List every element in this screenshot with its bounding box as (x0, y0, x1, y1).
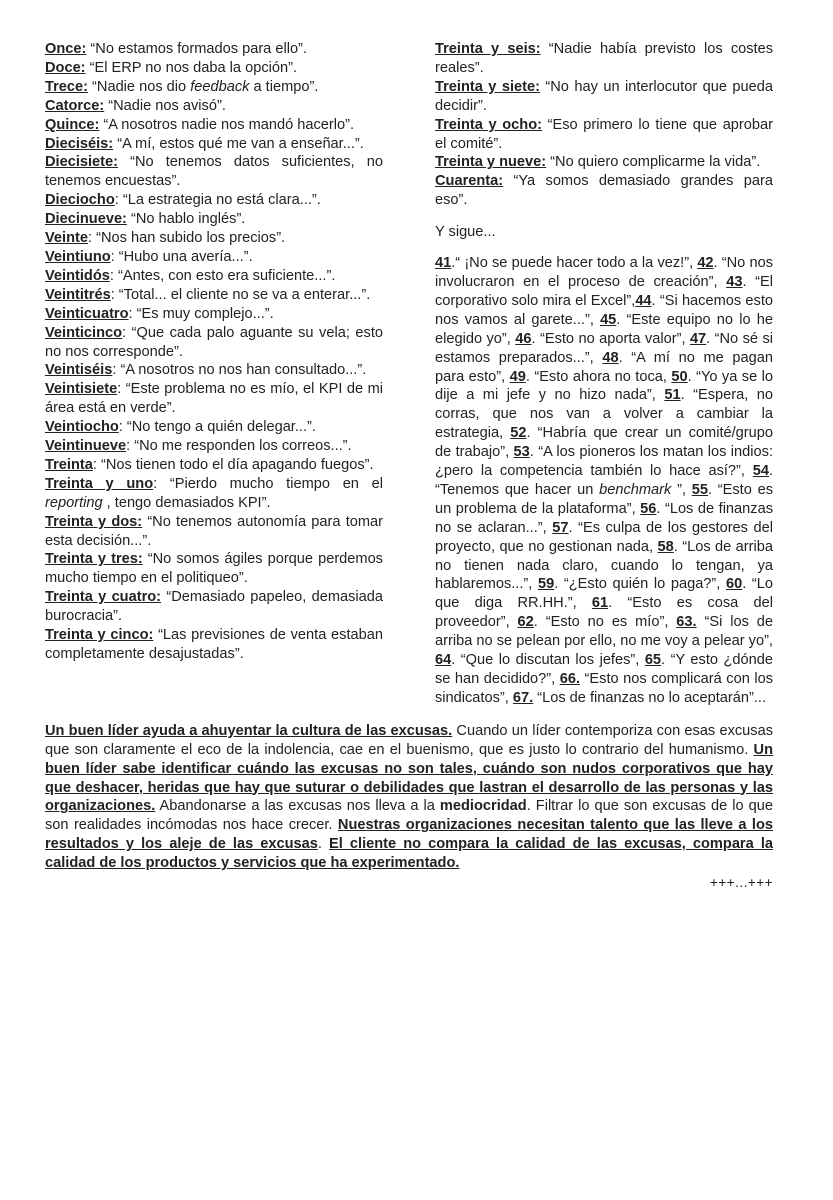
excuse-text: : “Antes, con esto era suficiente...”. (109, 267, 336, 284)
numbered-excuse-text: . “Lo que diga RR.HH.”, (435, 576, 774, 612)
excuse-ordinal: Catorce: (45, 97, 105, 114)
leader-statement-1: Un buen líder ayuda a ahuyentar la cultura de las excusas. (45, 722, 453, 739)
excuse-ordinal: Doce: (45, 59, 86, 76)
excuse-entry (45, 456, 383, 475)
excuse-ordinal: Dieciséis: (45, 135, 114, 152)
excuse-ordinal: Veintiuno (45, 248, 111, 265)
excuse-number: 66. (559, 671, 581, 687)
excuse-text: “No estamos formados para ello”. (86, 41, 307, 57)
excuse-number: 62 (517, 614, 534, 631)
excuse-number: 51 (664, 387, 681, 404)
mediocridad-word: mediocridad (439, 798, 527, 815)
excuse-ordinal: Veinticuatro (45, 305, 129, 322)
excuse-entry (45, 324, 383, 362)
excuse-text: “No tenemos datos suficientes, no tenemos encuestas”. (45, 154, 383, 190)
excuse-number: 55 (691, 481, 708, 498)
excuse-number: 42 (697, 255, 714, 272)
excuse-ordinal: Veintiséis (45, 362, 113, 379)
right-column (435, 40, 773, 708)
numbered-excuse-text: . “A los pioneros los matan los indios: ¿pero la competencia también lo hace así?”, (435, 444, 773, 480)
leader-statement-2: Un buen líder sabe identificar cuándo las excusas no son tales, cuándo son nudos corporativos que hay que deshacer, heridas que hay que suturar o debilidades que lastran el desarrollo de las personas y las organizaciones. (45, 741, 773, 815)
excuse-entry (435, 116, 773, 154)
numbered-excuse-text: . “Esto es cosa del proveedor”, (435, 595, 773, 631)
excuse-entry (45, 229, 383, 248)
excuse-emphasis: reporting (45, 494, 103, 511)
excuse-text: “El ERP no nos daba la opción”. (85, 59, 298, 76)
excuse-ordinal: Treinta y seis: (435, 41, 541, 57)
excuse-entry (435, 78, 773, 116)
excuse-entry (45, 588, 383, 626)
excuse-text: : “Es muy complejo...”. (128, 305, 274, 322)
excuse-text: “No hablo inglés”. (126, 211, 246, 228)
excuse-number: 57 (552, 519, 569, 536)
excuse-entry (45, 305, 383, 324)
excuse-ordinal: Veintitrés (45, 286, 111, 303)
numbered-excuse-emphasis: benchmark (599, 481, 672, 498)
excuse-entry (45, 361, 383, 380)
excuse-text: “No tenemos autonomía para tomar esta decisión...”. (45, 513, 383, 549)
excuse-entry (435, 40, 773, 78)
excuse-ordinal: Diecinueve: (45, 211, 127, 228)
excuse-text: : “Pierdo mucho tiempo en el (153, 475, 383, 492)
excuse-entry (45, 97, 383, 116)
numbered-excuse-text: . “¿Esto quién lo paga?”, (554, 576, 726, 593)
numbered-excuse-text: . “Esto no aporta valor”, (531, 330, 690, 347)
closing-text-1: Cuando un líder contemporiza con esas excusas que son claramente el eco de la indolencia, cae en el buenismo, que es justo lo contrario del humanismo. (45, 722, 773, 758)
end-mark: +++...+++ (709, 875, 773, 891)
excuse-text-end: , tengo demasiados KPI”. (102, 494, 271, 511)
excuse-text: : “No me responden los correos...”. (126, 438, 352, 455)
excuse-text: “Demasiado papeleo, demasiada burocracia”. (45, 589, 383, 625)
excuse-number: 44 (635, 292, 652, 309)
excuse-ordinal: Once: (45, 41, 87, 57)
closing-text-4: . (317, 836, 330, 853)
excuse-text: : “Nos tienen todo el día apagando fuegos”. (92, 456, 374, 473)
numbered-excuse-text: . “Esto es un problema de la plataforma”, (435, 481, 773, 517)
numbered-excuse-text: .“ ¡No se puede hacer todo a la vez!”, (451, 255, 698, 272)
right-excuse-list (435, 40, 773, 210)
excuse-text: : “La estrategia no está clara...”. (114, 192, 321, 209)
excuse-ordinal: Veinte (45, 230, 88, 247)
excuse-ordinal: Treinta y tres: (45, 551, 143, 568)
excuse-number: 43 (726, 273, 743, 290)
excuse-entry (435, 172, 773, 210)
numbered-excuse-text: . “Los de finanzas no se aclaran...”, (435, 500, 773, 536)
excuse-ordinal: Veintinueve (45, 438, 127, 455)
numbered-excuse-text: . “Habría que crear un comité/grupo de trabajo”, (435, 425, 773, 461)
numbered-excuse-text: . “Yo ya se lo dije a mi jefe y no hizo nada”, (435, 368, 774, 404)
excuse-number: 64 (435, 652, 452, 669)
excuse-entry (45, 475, 383, 513)
excuse-text: “Eso primero lo tiene que aprobar el comité”. (435, 116, 773, 152)
excuse-text: “A mí, estos qué me van a enseñar...”. (113, 135, 364, 152)
excuse-number: 50 (671, 368, 688, 385)
excuse-entry (45, 153, 383, 191)
excuse-ordinal: Veintidós (45, 267, 110, 284)
numbered-excuse-text: . “El corporativo solo mira el Excel”, (435, 273, 773, 309)
excuse-text: : “A nosotros no nos han consultado...”. (112, 362, 367, 379)
numbered-excuse-text: . “Espera, no corras, que nos van a volver a cambiar la estrategia, (435, 387, 773, 442)
excuse-ordinal: Veinticinco (45, 324, 123, 341)
excuse-number: 46 (515, 330, 532, 347)
excuse-number: 56 (640, 500, 657, 517)
excuse-text: “Nadie nos avisó”. (104, 97, 226, 114)
numbered-excuse-text: “Los de finanzas no lo aceptarán”... (533, 689, 767, 706)
numbered-excuse-text: . “Esto no es mío”, (533, 614, 677, 631)
excuse-entry (45, 550, 383, 588)
excuse-number: 49 (509, 368, 526, 385)
excuse-ordinal: Treinta y siete: (435, 78, 540, 95)
excuse-entry (45, 191, 383, 210)
excuse-number: 59 (537, 576, 555, 593)
excuse-ordinal: Veintiocho (45, 419, 119, 436)
excuse-number: 48 (602, 349, 619, 366)
closing-text-3: . Filtrar lo que son excusas de lo que son realidades incómodas nos hace crecer. (45, 798, 773, 834)
excuse-entry (45, 135, 383, 154)
excuse-text: : “Este problema no es mío, el KPI de mi área está en verde”. (45, 381, 383, 417)
closing-text-2: Abandonarse a las excusas nos lleva a la (155, 798, 440, 815)
excuse-number: 60 (725, 576, 743, 593)
excuse-number: 67. (512, 689, 534, 706)
excuse-number: 45 (600, 311, 617, 328)
excuse-entry (45, 116, 383, 135)
excuse-ordinal: Trece: (45, 78, 88, 95)
excuse-text: “Ya somos demasiado grandes para eso”. (435, 173, 773, 209)
excuse-ordinal: Treinta y cinco: (45, 627, 154, 644)
excuse-entry (45, 78, 383, 97)
excuse-entry (45, 626, 383, 664)
excuse-entry (45, 418, 383, 437)
excuse-text: : “Hubo una avería...”. (110, 248, 253, 265)
excuse-entry (45, 210, 383, 229)
excuse-ordinal: Treinta y dos: (45, 513, 143, 530)
excuse-entry (45, 40, 383, 59)
numbered-excuse-text: . “Esto ahora no toca, (525, 368, 672, 385)
excuse-ordinal: Treinta y cuatro: (45, 589, 162, 606)
numbered-excuse-text: . “Y esto ¿dónde se han decidido?”, (435, 652, 773, 687)
excuse-number: 53 (513, 444, 530, 461)
excuse-text: “A nosotros nadie nos mandó hacerlo”. (99, 116, 355, 133)
excuse-text: “Las previsiones de venta estaban completamente desajustadas”. (45, 627, 383, 662)
excuse-number: 61 (591, 595, 609, 612)
excuse-ordinal: Treinta y nueve: (435, 154, 547, 171)
excuse-text: : “Que cada palo aguante su vela; esto no nos corresponde”. (45, 324, 383, 360)
excuse-number: 58 (657, 538, 674, 555)
excuse-ordinal: Treinta y uno (45, 475, 154, 492)
numbered-excuse-text: . “No sé si estamos preparados...”, (435, 330, 773, 366)
excuse-text: “Nadie nos dio (88, 78, 191, 95)
numbered-excuse-text: . “Tenemos que hacer un (435, 463, 773, 498)
excuse-entry (435, 153, 773, 172)
excuse-emphasis: feedback (190, 78, 250, 95)
excuse-number: 63. (676, 614, 697, 631)
left-column (45, 40, 383, 708)
numbered-excuses-paragraph (435, 254, 773, 708)
excuse-number: 65 (644, 652, 662, 669)
numbered-excuse-text: . “Que lo discutan los jefes”, (451, 652, 645, 669)
excuse-text: “Nadie había previsto los costes reales”. (435, 41, 773, 76)
excuse-entry (45, 248, 383, 267)
excuse-ordinal: Treinta (45, 456, 93, 473)
excuse-text: : “Nos han subido los precios”. (88, 230, 286, 247)
excuse-ordinal: Cuarenta: (435, 173, 504, 190)
numbered-excuse-text: . “A mí no me pagan para esto”, (435, 349, 773, 385)
excuse-entry (45, 513, 383, 551)
document-page (45, 40, 773, 890)
excuse-number: 52 (510, 425, 527, 442)
numbered-excuse-text-end: ”, (671, 481, 692, 498)
excuse-number: 54 (752, 463, 769, 480)
excuse-text: “No quiero complicarme la vida”. (546, 154, 761, 171)
excuse-ordinal: Diecisiete: (45, 154, 119, 171)
numbered-excuse-text: . “Es culpa de los gestores del proyecto, que no gestionan nada, (435, 519, 773, 555)
excuse-entry (45, 267, 383, 286)
closing-paragraph (45, 722, 773, 873)
numbered-excuse-text: “Si los de arriba no se pelean por ello, no me voy a pelear yo”, (435, 614, 774, 650)
leader-statement-4: El cliente no compara la calidad de las excusas, compara la calidad de los productos y servicios que ha experimentado. (45, 836, 773, 872)
excuse-number: 41 (435, 255, 452, 272)
excuse-text: “No hay un interlocutor que pueda decidir”. (435, 78, 773, 114)
numbered-excuse-text: . “No nos involucraron en el proceso de creación”, (435, 255, 773, 290)
excuse-entry (45, 59, 383, 78)
excuse-text: : “No tengo a quién delegar...”. (118, 419, 316, 436)
y-sigue-text: Y sigue... (435, 224, 496, 241)
excuse-columns (45, 40, 773, 708)
excuse-number: 47 (689, 330, 707, 347)
excuse-entry (45, 437, 383, 456)
excuse-ordinal: Dieciocho (45, 192, 115, 209)
excuse-text-end: a tiempo”. (249, 78, 319, 95)
excuse-text: “No somos ágiles porque perdemos mucho tiempo en el politiqueo”. (45, 551, 383, 587)
numbered-excuse-text: “Esto nos complicará con los sindicatos”, (435, 671, 773, 706)
numbered-excuse-text: . “Este equipo no lo he elegido yo”, (435, 311, 773, 347)
excuse-ordinal: Treinta y ocho: (435, 116, 542, 133)
excuse-entry (45, 286, 383, 305)
excuse-ordinal: Quince: (45, 116, 100, 133)
leader-statement-3: Nuestras organizaciones necesitan talento que las lleve a los resultados y los aleje de las excusas (45, 817, 773, 853)
numbered-excuse-text: . “Los de arriba no tienen nada claro, cuando lo tengan, ya hablaremos...”, (435, 538, 773, 593)
excuse-entry (45, 380, 383, 418)
excuse-ordinal: Veintisiete (45, 381, 118, 398)
numbered-excuse-text: . “Si hacemos esto nos vamos al garete...”, (435, 292, 773, 328)
excuse-text: : “Total... el cliente no se va a enterar...”. (110, 286, 371, 303)
